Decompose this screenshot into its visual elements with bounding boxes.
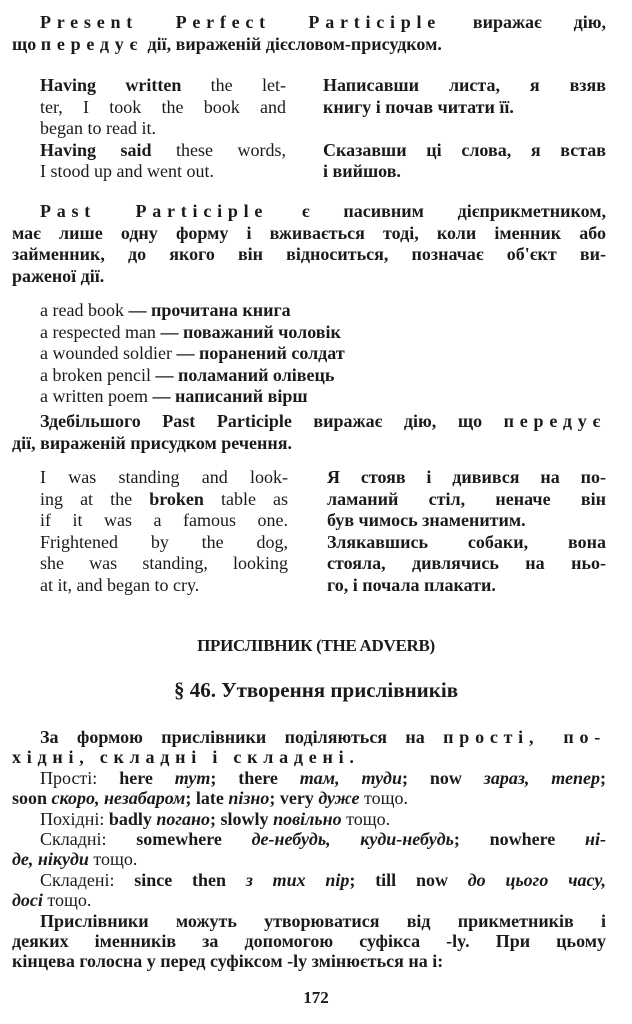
text-line [12, 788, 606, 808]
text-run: тощо. [341, 808, 391, 829]
text-line [12, 829, 606, 849]
text-run: кінцева голосна у перед суфіксом -ly змінюється на і: [12, 951, 444, 972]
text-run: тут [152, 767, 211, 788]
text-line [40, 75, 286, 97]
text-line [40, 553, 288, 575]
text-line [12, 34, 606, 56]
text-run: Сказавши ці слова, я встав [323, 139, 606, 160]
text-run: займенник, до якого він відноситься, позначає об'єкт ви- [12, 244, 606, 265]
text-run: Написавши листа, я взяв [323, 75, 606, 95]
text-run: ; [269, 788, 280, 809]
text-run: скоро, незабаром [47, 788, 186, 809]
text-run: a respected man [40, 321, 156, 342]
text-line [327, 467, 606, 489]
text-run: хідні, складні і складені. [12, 747, 360, 768]
text-run: a written poem [40, 386, 148, 407]
text-run: since then [134, 869, 227, 890]
text-line [12, 931, 606, 951]
text-run: передує [503, 411, 606, 431]
text-line [12, 223, 606, 245]
text-run: if it was a famous one. [40, 510, 288, 531]
text-run: badly [108, 808, 152, 829]
text-run: ; [600, 767, 606, 788]
text-line [323, 161, 606, 183]
text-run: погано [151, 808, 211, 829]
text-line [12, 12, 606, 34]
text-line [327, 532, 606, 554]
text-run: Похідні: [40, 808, 109, 829]
paragraph-past-participle-action [12, 411, 606, 454]
text-run: a read book [40, 300, 124, 320]
text-run: там, туди [277, 767, 402, 788]
text-run: — написаний вірш [147, 386, 308, 407]
text-line [40, 467, 288, 489]
text-run: Past Participle [40, 201, 269, 221]
text-run: дії, вираженій дієсловом-присудком. [143, 33, 442, 54]
text-run: now [429, 767, 462, 788]
text-run: there [238, 767, 278, 788]
text-line [12, 951, 606, 971]
text-run: деяких іменників за допомогою суфікса -ly. При цьому [12, 930, 606, 951]
text-run: прості, по- [443, 727, 606, 747]
paragraph-adverb-formation [12, 727, 606, 972]
text-line [12, 244, 606, 266]
text-run: very [279, 788, 314, 809]
text-run: Прислівники можуть утворюватися від прикметників і [40, 910, 606, 931]
text-line [327, 553, 606, 575]
text-run: ; [210, 767, 239, 788]
text-run: Frightened by the dog, [40, 531, 288, 552]
text-line [40, 510, 288, 532]
text-run: soon [12, 788, 48, 809]
text-run: тощо. [88, 849, 138, 870]
example-table-1-ukrainian [323, 75, 606, 183]
text-run: ; [401, 767, 430, 788]
text-line [40, 300, 606, 322]
text-line [12, 747, 606, 767]
text-line [12, 201, 606, 223]
paragraph-past-participle [12, 201, 606, 287]
text-run: table as [203, 488, 289, 509]
text-run: дуже [313, 788, 360, 809]
text-line [323, 140, 606, 162]
text-line [40, 140, 286, 162]
text-run: зараз, тепер [461, 767, 600, 788]
text-line [12, 809, 606, 829]
text-run: these words, [151, 139, 287, 160]
text-run: Складні: [40, 828, 137, 849]
text-run: I was standing and look- [40, 467, 288, 487]
text-line [12, 849, 606, 869]
text-line [40, 343, 606, 365]
text-line [40, 386, 606, 408]
text-run: Present Perfect Participle [40, 12, 442, 32]
text-run: тощо. [359, 788, 408, 809]
text-line [12, 433, 606, 455]
page-number: 172 [303, 988, 329, 1007]
text-run: досі [12, 890, 43, 911]
text-line [40, 322, 606, 344]
text-run: here [119, 767, 153, 788]
text-run: began to read it. [40, 118, 156, 139]
text-run: — поважаний чоловік [155, 321, 341, 342]
text-run: she was standing, looking [40, 553, 288, 574]
section-title: § 46. Утворення прислівників [173, 678, 459, 702]
text-run: ing at the [40, 488, 150, 509]
text-line [327, 489, 606, 511]
text-run: є пасивним дієприкметником, [268, 201, 606, 221]
text-run: і вийшов. [323, 161, 401, 182]
example-table-2-ukrainian [327, 467, 606, 597]
text-run: ні- [555, 828, 606, 849]
text-run: має лише одну форму і вживається тоді, коли іменник або [12, 222, 606, 243]
text-run: — поламаний олівець [150, 364, 335, 385]
text-run: з тих пір [226, 869, 350, 890]
text-run: till now [375, 869, 448, 890]
text-line [40, 575, 288, 597]
text-run: somewhere [136, 828, 222, 849]
text-line [40, 489, 288, 511]
text-line [12, 911, 606, 931]
text-run: the let- [181, 75, 286, 95]
text-line [12, 870, 606, 890]
text-run: at it, and began to cry. [40, 574, 200, 595]
text-run: де-небудь, куди-небудь [221, 828, 454, 849]
text-line [327, 575, 606, 597]
text-run: Злякавшись собаки, вона [327, 531, 606, 552]
blank-line [323, 118, 606, 140]
text-line [40, 118, 286, 140]
text-run: стояла, дивлячись на ньо- [327, 553, 606, 574]
text-run: Я стояв і дивився на по- [327, 467, 606, 487]
text-run: nowhere [489, 828, 556, 849]
text-run: пізно [223, 788, 270, 809]
text-run: тощо. [42, 890, 92, 911]
text-line [12, 768, 606, 788]
text-run: ter, I took the book and [40, 96, 286, 117]
text-run: a wounded soldier [40, 343, 172, 364]
text-run: до цього часу, [447, 869, 606, 890]
text-line [40, 532, 288, 554]
text-run: раженої дії. [12, 265, 105, 286]
example-table-1-english [40, 75, 286, 183]
text-run: I stood up and went out. [40, 161, 214, 182]
text-run: a broken pencil [40, 364, 151, 385]
text-run: ; [210, 808, 221, 829]
text-run: виражає дію, [441, 12, 606, 32]
text-run: був чимось знаменитим. [327, 510, 526, 531]
text-run: Having written [40, 75, 182, 95]
text-line [40, 97, 286, 119]
text-run: що [12, 33, 41, 54]
text-run: За формою прислівники поділяються на [40, 727, 444, 747]
paragraph-present-perfect-participle [12, 12, 606, 55]
text-run: Having said [40, 139, 152, 160]
text-run: книгу і почав читати її. [323, 96, 514, 117]
text-run: повільно [268, 808, 342, 829]
text-run: дії, вираженій присудком речення. [12, 432, 292, 453]
text-run: го, і почала плакати. [327, 574, 496, 595]
text-run: — прочитана книга [123, 300, 291, 320]
text-line [323, 97, 606, 119]
text-run: передує [40, 33, 144, 54]
text-line [12, 727, 606, 747]
text-run: Здебільшого Past Participle виражає дію, що [40, 411, 504, 431]
example-table-2-english [40, 467, 288, 597]
text-run: ; [349, 869, 376, 890]
text-run: broken [149, 488, 204, 509]
chapter-heading: ПРИСЛІВНИК (THE ADVERB) [197, 636, 435, 655]
text-line [327, 510, 606, 532]
text-line [12, 266, 606, 288]
text-run: — поранений солдат [171, 343, 345, 364]
text-run: Складені: [40, 869, 135, 890]
text-line [40, 365, 606, 387]
text-run: Прості: [40, 767, 120, 788]
text-line [323, 75, 606, 97]
text-run: ; [453, 828, 490, 849]
text-run: late [195, 788, 224, 809]
text-line [40, 161, 286, 183]
text-run: slowly [220, 808, 269, 829]
text-run: ламаний стіл, неначе він [327, 488, 606, 509]
participle-examples-list [40, 300, 606, 408]
text-line [12, 411, 606, 433]
text-run: ; [185, 788, 196, 809]
text-line [12, 890, 606, 910]
text-run: де, нікуди [12, 849, 89, 870]
